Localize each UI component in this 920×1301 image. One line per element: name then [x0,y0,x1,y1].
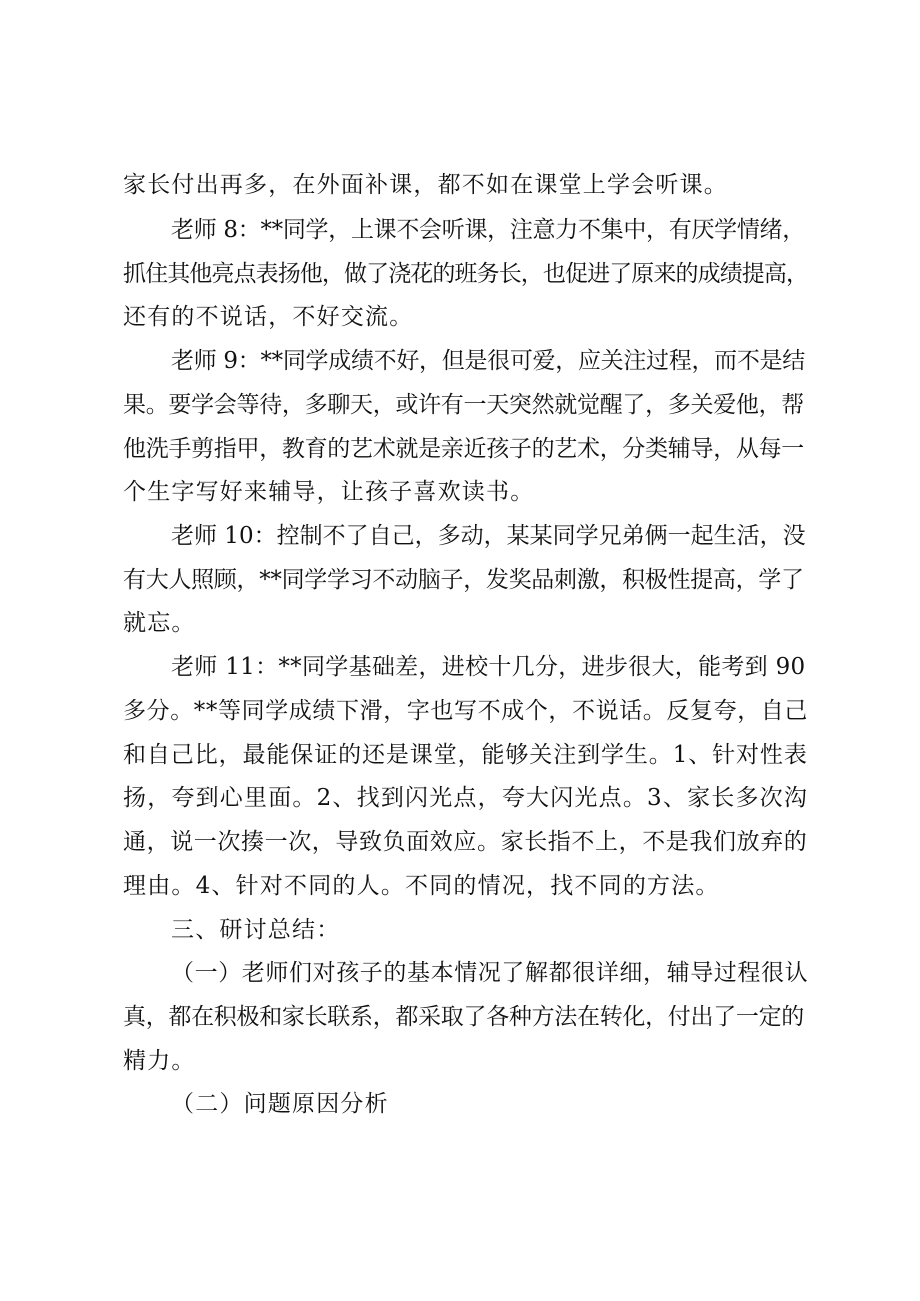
text-line: 通，说一次揍一次，导致负面效应。家长指不上，不是我们放弃的 [123,829,808,855]
text-line: 多分。**等同学成绩下滑，字也写不成个，不说话。反复夸，自己 [123,698,808,724]
text-line: 扬，夸到心里面。2、找到闪光点，夸大闪光点。3、家长多次沟 [123,785,809,811]
text-line: 老师 9：**同学成绩不好，但是很可爱，应关注过程，而不是结 [171,348,805,374]
text-line: 和自己比，最能保证的还是课堂，能够关注到学生。1、针对性表 [123,742,808,768]
text-line: 就忘。 [123,610,196,636]
text-line: 理由。4、针对不同的人。不同的情况，找不同的方法。 [123,873,720,899]
text-line: 个生字写好来辅导，让孩子喜欢读书。 [123,479,535,505]
text-line: 精力。 [123,1048,196,1074]
text-line: 果。要学会等待，多聊天，或许有一天突然就觉醒了，多关爱他，帮 [123,392,805,418]
text-line: 真，都在积极和家长联系，都采取了各种方法在转化，付出了一定的 [123,1004,805,1030]
text-line: 抓住其他亮点表扬他，做了浇花的班务长，也促进了原来的成绩提高， [123,261,809,287]
section-heading: 三、研讨总结： [171,917,341,943]
text-line: 他洗手剪指甲，教育的艺术就是亲近孩子的艺术，分类辅导，从每一 [123,436,805,462]
text-line: 老师 8：**同学，上课不会听课，注意力不集中，有厌学情绪， [171,217,805,243]
text-line: 老师 11：**同学基础差，进校十几分，进步很大，能考到 90 [171,654,806,680]
text-line: 有大人照顾，**同学学习不动脑子，发奖品刺激，积极性提高，学了 [123,567,804,593]
subsection-heading: （二）问题原因分析 [171,1091,389,1117]
text-line: （一）老师们对孩子的基本情况了解都很详细，辅导过程很认 [171,960,809,986]
text-line: 还有的不说话，不好交流。 [123,304,414,330]
text-line: 家长付出再多，在外面补课，都不如在课堂上学会听课。 [123,172,728,198]
text-line: 老师 10：控制不了自己，多动，某某同学兄弟俩一起生活，没 [171,523,806,549]
